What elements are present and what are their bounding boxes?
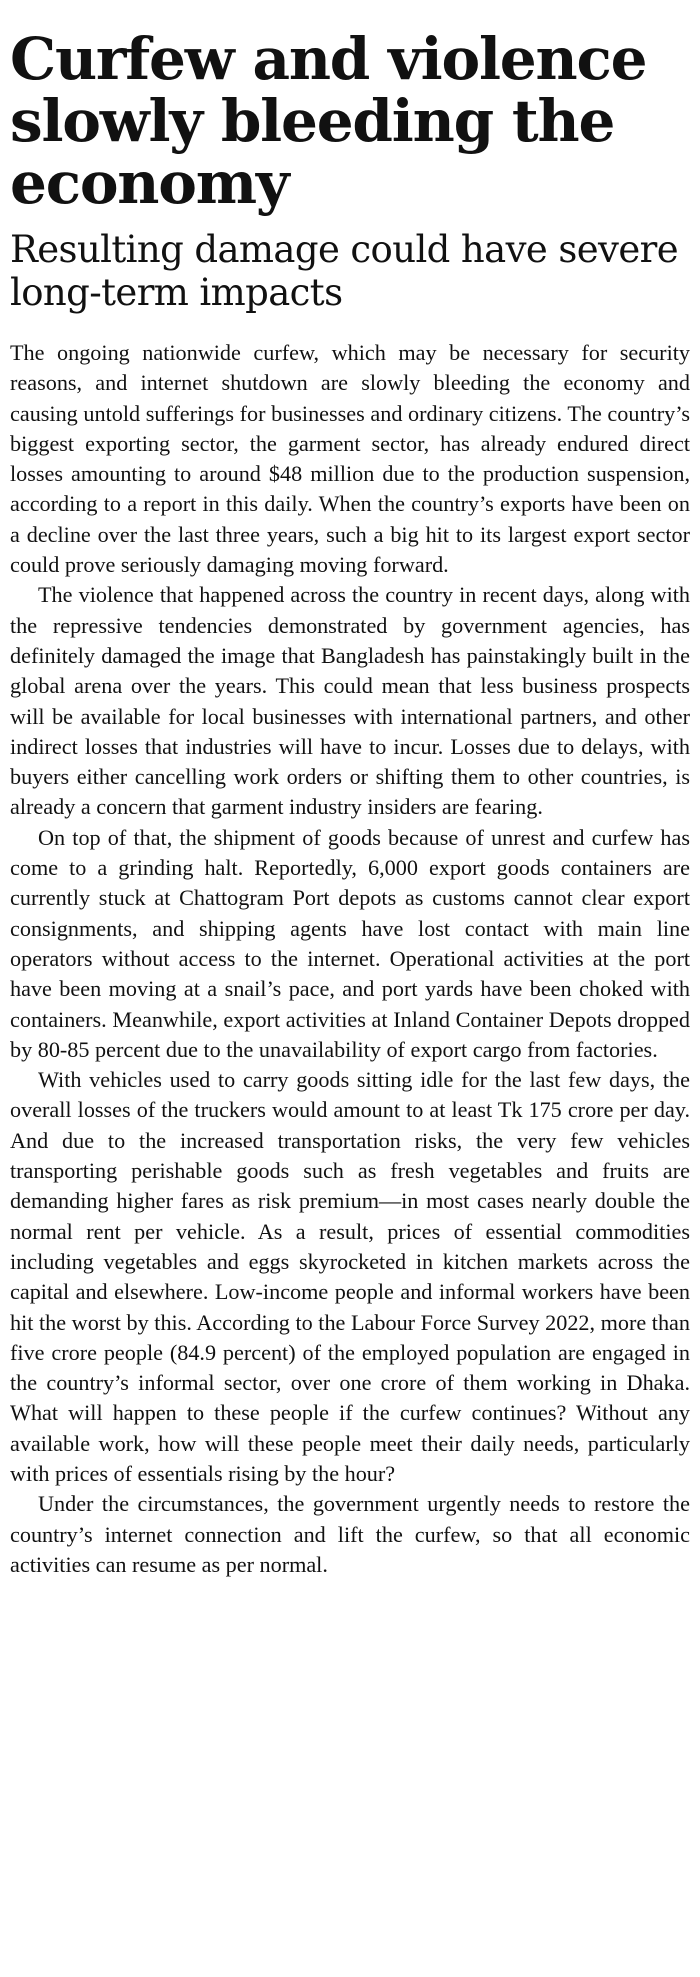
article-headline: Curfew and violence slowly bleeding the economy bbox=[10, 25, 647, 217]
article-body bbox=[10, 338, 690, 1580]
article-paragraph: With vehicles used to carry goods sitting idle for the last few days, the overall losses of the truckers would amount to at least Tk 175 crore per day. And due to the increased transportation risks, the very few vehicles transporting perishable goods such as fresh vegetables and fruits are demanding higher fares as risk premium—in most cases nearly double the normal rent per vehicle. As a result, prices of essential commodities including vegetables and eggs skyrocketed in kitchen markets across the capital and elsewhere. Low-income people and informal workers have been hit the worst by this. According to the Labour Force Survey 2022, more than five crore people (84.9 percent) of the employed population are engaged in the country’s informal sector, over one crore of them working in Dhaka. What will happen to these people if the curfew continues? Without any available work, how will these people meet their daily needs, particularly with prices of essentials rising by the hour? bbox=[10, 1067, 690, 1486]
article-paragraph: Under the circumstances, the government urgently needs to restore the country’s internet connection and lift the curfew, so that all economic activities can resume as per normal. bbox=[10, 1491, 690, 1577]
article-paragraph: On top of that, the shipment of goods because of unrest and curfew has come to a grinding halt. Reportedly, 6,000 export goods containers are currently stuck at Chattogram Port depots as customs cannot clear export consignments, and shipping agents have lost contact with main line operators without access to the internet. Operational activities at the port have been moving at a snail’s pace, and port yards have been choked with containers. Meanwhile, export activities at Inland Container Depots dropped by 80-85 percent due to the unavailability of export cargo from factories. bbox=[10, 824, 690, 1062]
article-paragraph: The violence that happened across the country in recent days, along with the repressive tendencies demonstrated by government agencies, has definitely damaged the image that Bangladesh has painstakingly built in the global arena over the years. This could mean that less business prospects will be available for local businesses with international partners, and other indirect losses that industries will have to incur. Losses due to delays, with buyers either cancelling work orders or shifting them to other countries, is already a concern that garment industry insiders are fearing. bbox=[10, 582, 690, 820]
article-subheadline: Resulting damage could have severe long-term impacts bbox=[10, 228, 679, 314]
article-paragraph: The ongoing nationwide curfew, which may be necessary for security reasons, and internet shutdown are slowly bleeding the economy and causing untold sufferings for businesses and ordinary citizens. The country’s biggest exporting sector, the garment sector, has already endured direct losses amounting to around $48 million due to the production suspension, according to a report in this daily. When the country’s exports have been on a decline over the last three years, such a big hit to its largest export sector could prove seriously damaging moving forward. bbox=[10, 340, 690, 578]
